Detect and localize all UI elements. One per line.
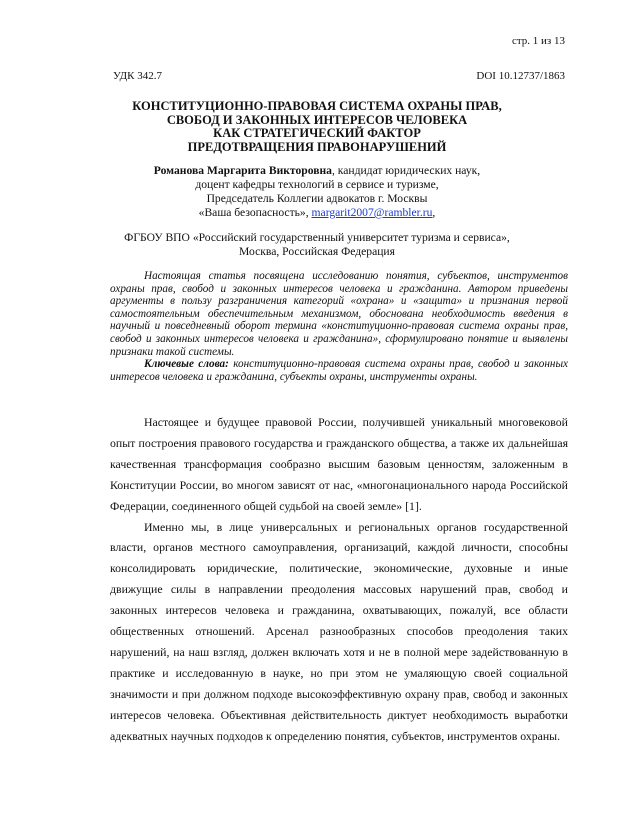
- page-number: стр. 1 из 13: [511, 35, 565, 47]
- author-degree: , кандидат юридических наук,: [331, 164, 481, 177]
- doi-code: DOI 10.12737/1863: [476, 70, 565, 82]
- abstract-text: Настоящая статья посвящена исследованию понятия, субъектов, инструментов охраны прав, свобод и законных интересов человека и гражданина. Автором приведены аргументы в пользу разграничения категорий «охрана» и «защита» и признания первой самостоятельным обеспечительным механизмом, обоснована необходимость введения в научный и повседневный оборот термина «конституционно-правовая система охраны прав, свобод и законных интересов человека и гражданина», сформулировано понятие и выявлены признаки такой системы.: [110, 270, 568, 358]
- author-org: «Ваша безопасность»,: [198, 206, 312, 219]
- author-position: доцент кафедры технологий в сервисе и туризме,: [195, 178, 439, 191]
- affiliation-university: ФГБОУ ВПО «Российский государственный университет туризма и сервиса»,: [124, 231, 510, 244]
- article-title: [110, 100, 524, 154]
- title-line: ПРЕДОТВРАЩЕНИЯ ПРАВОНАРУШЕНИЙ: [187, 139, 447, 154]
- author-email-link[interactable]: margarit2007@rambler.ru: [311, 206, 433, 219]
- udk-code: УДК 342.7: [113, 70, 163, 82]
- keywords-label: Ключевые слова:: [144, 358, 229, 371]
- affiliation-location: Москва, Российская Федерация: [239, 245, 395, 258]
- body-paragraph: Именно мы, в лице универсальных и региональных органов государственной власти, органов местного самоуправления, организаций, каждой личности, способны консолидировать юридические, политические, экономические, духовные и иные движущие силы в направлении преодоления массовых нарушений прав, свобод и законных интересов человека и гражданина, охватывающих, пожалуй, все области общественных отношений. Арсенал разнообразных способов преодоления таких нарушений, на наш взгляд, должен включать хотя и не в полной мере задействованную в практике и исследованную в науке, но при этом не умаляющую своей социальной значимости и при должном подходе высокоэффективную охрану прав, свобод и законных интересов человека. Объективная действительность диктует необходимость выработки адекватных научных подходов к определению понятия, субъектов, инструментов охраны.: [110, 519, 568, 743]
- keywords-list: конституционно-правовая система охраны прав, свобод и законных интересов человека и гражданина, субъекты охраны, инструменты охраны.: [110, 358, 568, 383]
- article-body: [110, 412, 568, 747]
- title-line: КОНСТИТУЦИОННО-ПРАВОВАЯ СИСТЕМА ОХРАНЫ ПРАВ,: [132, 99, 502, 113]
- keywords: [110, 358, 568, 383]
- author-block: [110, 164, 524, 220]
- abstract: [110, 270, 568, 383]
- author-role: Председатель Коллегии адвокатов г. Москвы: [206, 192, 428, 205]
- title-line: КАК СТРАТЕГИЧЕСКИЙ ФАКТОР: [213, 126, 421, 140]
- author-name: Романова Маргарита Викторовна: [153, 164, 332, 177]
- title-line: СВОБОД И ЗАКОННЫХ ИНТЕРЕСОВ ЧЕЛОВЕКА: [166, 112, 468, 127]
- body-paragraph: Настоящее и будущее правовой России, получившей уникальный многовековой опыт построения правового государства и гражданского общества, а также их дальнейшая качественная трансформация сообразно высшим базовым ценностям, заложенным в Конституции России, во многом зависят от нас, «многонационального народа Российской Федерации, соединенного общей судьбой на своей земле» [1].: [110, 415, 568, 513]
- author-line-end: ,: [432, 206, 436, 219]
- affiliation-block: [110, 231, 524, 259]
